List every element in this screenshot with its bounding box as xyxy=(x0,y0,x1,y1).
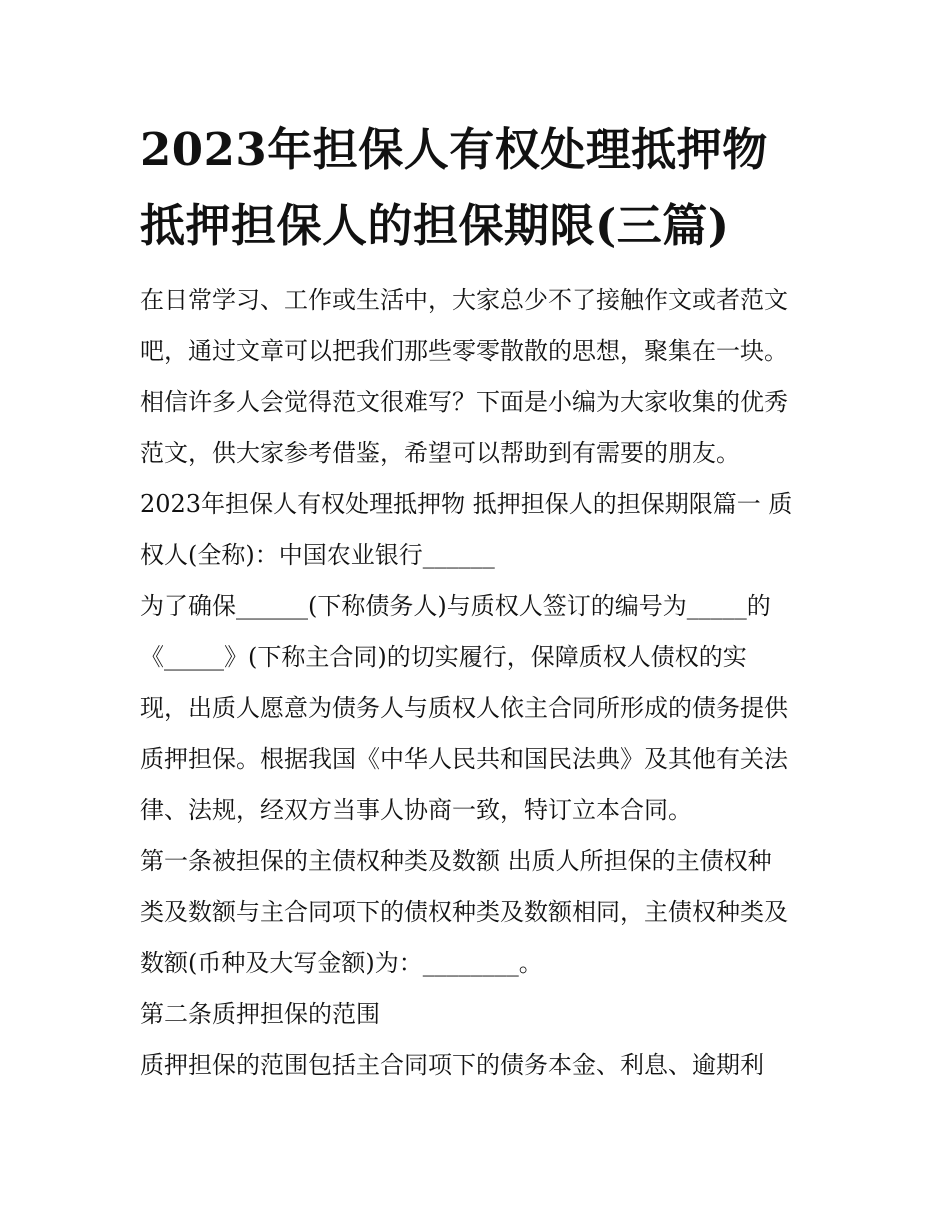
body-line-12: 第一条被担保的主债权种类及数额 出质人所担保的主债权种 xyxy=(140,847,772,875)
body-line-2: 吧，通过文章可以把我们那些零零散散的思想，聚集在一块。 xyxy=(140,337,788,365)
body-line-8: 《_____》(下称主合同)的切实履行，保障质权人债权的实 xyxy=(140,643,747,671)
body-line-5: 2023年担保人有权处理抵押物 抵押担保人的担保期限篇一 质 xyxy=(140,490,793,518)
body-line-11: 律、法规，经双方当事人协商一致，特订立本合同。 xyxy=(140,796,692,824)
body-line-15: 第二条质押担保的范围 xyxy=(140,1000,380,1028)
body-line-6: 权人(全称)：中国农业银行______ xyxy=(140,541,495,569)
body-line-7: 为了确保______(下称债务人)与质权人签订的编号为_____的 xyxy=(140,592,771,620)
body-line-9: 现，出质人愿意为债务人与质权人依主合同所形成的债务提供 xyxy=(140,694,788,722)
body-line-3: 相信许多人会觉得范文很难写？下面是小编为大家收集的优秀 xyxy=(140,388,788,416)
title-line-2: 抵押担保人的担保期限(三篇) xyxy=(140,199,730,252)
body-line-16: 质押担保的范围包括主合同项下的债务本金、利息、逾期利 xyxy=(140,1051,764,1079)
body-line-10: 质押担保。根据我国《中华人民共和国民法典》及其他有关法 xyxy=(140,745,788,773)
document-body xyxy=(140,275,840,1091)
body-line-1: 在日常学习、工作或生活中，大家总少不了接触作文或者范文 xyxy=(140,286,788,314)
body-line-14: 数额(币种及大写金额)为：________。 xyxy=(140,949,543,977)
title-line-1: 2023年担保人有权处理抵押物 xyxy=(140,123,768,176)
body-line-13: 类及数额与主合同项下的债权种类及数额相同，主债权种类及 xyxy=(140,898,788,926)
document-title xyxy=(140,112,830,264)
body-line-4: 范文，供大家参考借鉴，希望可以帮助到有需要的朋友。 xyxy=(140,439,740,467)
